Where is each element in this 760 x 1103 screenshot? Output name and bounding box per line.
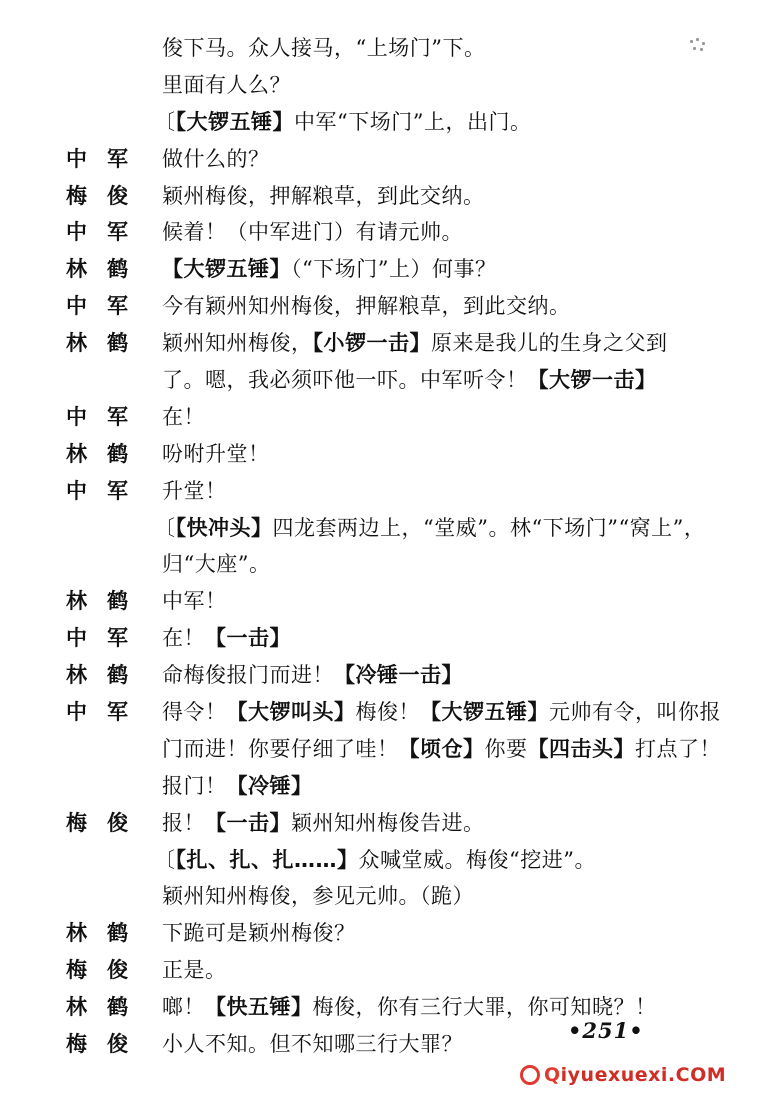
percussion-cue: 【大锣五锤】 (175, 109, 294, 134)
speaker-name: 中军 (66, 404, 148, 429)
percussion-cue: 【冷锤】 (226, 773, 313, 798)
script-line (66, 325, 706, 362)
script-line (66, 620, 706, 657)
script-line (66, 768, 706, 805)
text-segment: 归“大座”。 (162, 552, 271, 577)
text-segment: 在！ (162, 626, 205, 651)
script-line (66, 251, 706, 288)
script-line (66, 141, 706, 178)
text-segment: 今有颖州知州梅俊，押解粮草，到此交纳。 (162, 294, 571, 319)
text-segment: 颖州知州梅俊，参见元帅。（跪） (162, 884, 474, 909)
dialogue-text (162, 436, 270, 473)
percussion-cue: 【一击】 (205, 810, 291, 835)
stage-direction-text (154, 104, 531, 141)
speaker-name: 中军 (66, 478, 148, 503)
watermark-first-letter: Q (544, 1064, 561, 1086)
speaker-name: 中军 (66, 220, 148, 245)
speaker-name: 梅俊 (66, 1032, 148, 1057)
dialogue-text (162, 214, 463, 251)
dialogue-text (162, 288, 571, 325)
script-line (66, 694, 721, 731)
script-body (66, 30, 721, 1063)
dialogue-text (162, 878, 474, 915)
percussion-cue: 【四击头】 (527, 736, 635, 761)
dialogue-text (162, 768, 313, 805)
text-segment: 命梅俊报门而进！ (162, 663, 334, 688)
script-line (66, 399, 706, 436)
text-segment: 中军“下场门”上，出门。 (294, 109, 532, 134)
dialogue-text (162, 141, 270, 178)
stage-direction-text (154, 510, 705, 547)
dialogue-text (162, 67, 291, 104)
script-line (66, 473, 706, 510)
script-line (66, 546, 706, 583)
dialogue-text (162, 178, 485, 215)
text-segment: 小人不知。但不知哪三行大罪？ (162, 1032, 463, 1057)
dialogue-text (162, 399, 205, 436)
dialogue-text (162, 325, 668, 362)
text-segment: 在！ (162, 404, 205, 429)
script-line (66, 288, 706, 325)
speaker-name: 梅俊 (66, 810, 148, 835)
percussion-cue: 【大锣叫头】 (226, 700, 356, 725)
percussion-cue: 【扎、扎、扎……】 (175, 847, 359, 872)
text-segment: 〔 (154, 847, 176, 872)
text-segment: 门而进！你要仔细了哇！ (162, 736, 399, 761)
text-segment: 你要 (484, 736, 528, 761)
percussion-cue: 【冷锤一击】 (334, 663, 463, 688)
text-segment: 众喊堂威。梅俊“挖进”。 (358, 847, 596, 872)
text-segment: 正是。 (162, 958, 227, 983)
text-segment: 〔 (154, 515, 176, 540)
text-segment: 报门！ (162, 773, 227, 798)
speaker-name: 林鹤 (66, 589, 148, 614)
text-segment: 打点了！ (635, 736, 721, 761)
dialogue-text (162, 952, 227, 989)
dialogue-text (162, 1026, 463, 1063)
text-segment: 〔 (154, 109, 176, 134)
script-line (66, 657, 706, 694)
script-line (66, 583, 706, 620)
percussion-cue: 【顷仓】 (398, 736, 485, 761)
dialogue-text (162, 30, 485, 67)
stage-direction-text (154, 842, 596, 879)
dialogue-text (162, 805, 485, 842)
percussion-cue: 【小锣一击】 (312, 331, 431, 356)
text-segment: 四龙套两边上，“堂威”。林“下场门”“窝上”， (272, 515, 706, 540)
speaker-name: 林鹤 (66, 331, 148, 356)
dialogue-text (162, 251, 496, 288)
text-segment: （“下场门”上）何事？ (291, 257, 497, 282)
dialogue-text (162, 620, 291, 657)
speaker-name: 林鹤 (66, 441, 148, 466)
dialogue-text (162, 546, 270, 583)
text-segment: 颖州知州梅俊， (162, 331, 313, 356)
text-segment: 里面有人么？ (162, 72, 291, 97)
script-line (66, 878, 706, 915)
percussion-cue: 【快五锤】 (205, 995, 313, 1020)
percussion-cue: 【快冲头】 (175, 515, 273, 540)
text-segment: 报！ (162, 810, 205, 835)
speaker-name: 中军 (66, 146, 148, 171)
speaker-name: 林鹤 (66, 921, 148, 946)
text-segment: 候着！（中军进门）有请元帅。 (162, 220, 463, 245)
script-line (66, 915, 706, 952)
speaker-name: 梅俊 (66, 958, 148, 983)
text-segment: 原来是我儿的生身之父到 (431, 331, 668, 356)
text-segment: 元帅有令，叫你报 (549, 700, 721, 725)
dialogue-text (162, 583, 227, 620)
dialogue-text (162, 473, 227, 510)
stage-direction-line (66, 510, 706, 547)
text-segment: 吩咐升堂！ (162, 441, 270, 466)
dialogue-text (162, 915, 356, 952)
script-line (66, 952, 706, 989)
text-segment: 颖州知州梅俊告进。 (291, 810, 485, 835)
stage-direction-line (66, 842, 706, 879)
percussion-cue: 【一击】 (205, 626, 291, 651)
text-segment: 下跪可是颖州梅俊？ (162, 921, 356, 946)
speaker-name: 中军 (66, 700, 148, 725)
text-segment: 俊下马。众人接马，“上场门”下。 (162, 36, 486, 60)
watermark-text (544, 1064, 726, 1086)
dialogue-text (162, 694, 721, 731)
dialogue-text (162, 657, 463, 694)
script-line (66, 214, 706, 251)
text-segment: 做什么的？ (162, 146, 270, 171)
speaker-name: 中军 (66, 294, 148, 319)
text-segment: 中军！ (162, 589, 227, 614)
watermark-rest: iyuexuexi.COM (560, 1064, 727, 1086)
text-segment: 梅俊！ (355, 700, 420, 725)
script-line (66, 436, 706, 473)
speaker-name: 中军 (66, 626, 148, 651)
speaker-name: 梅俊 (66, 183, 148, 208)
percussion-cue: 【大锣五锤】 (420, 700, 549, 725)
script-line (66, 362, 706, 399)
percussion-cue: 【大锣一击】 (527, 368, 657, 393)
text-segment: 啷！ (162, 995, 205, 1020)
text-segment: 颖州梅俊，押解粮草，到此交纳。 (162, 183, 485, 208)
dialogue-text (162, 362, 657, 399)
script-line (66, 30, 706, 67)
text-segment: 升堂！ (162, 478, 227, 503)
speaker-name: 林鹤 (66, 663, 148, 688)
watermark-logo-icon (520, 1065, 540, 1085)
text-segment: 得令！ (162, 700, 227, 725)
text-segment: 梅俊，你有三行大罪，你可知晓？！ (312, 995, 657, 1020)
script-line (66, 731, 721, 768)
site-watermark (520, 1060, 726, 1090)
page-number: •251• (568, 1018, 644, 1043)
script-line (66, 178, 706, 215)
stage-direction-line (66, 104, 706, 141)
percussion-cue: 【大锣五锤】 (162, 257, 291, 282)
script-line (66, 805, 706, 842)
dialogue-text (162, 731, 721, 768)
speaker-name: 林鹤 (66, 995, 148, 1020)
text-segment: 了。嗯，我必须吓他一吓。中军听令！ (162, 368, 528, 393)
script-line (66, 67, 706, 104)
speaker-name: 林鹤 (66, 257, 148, 282)
